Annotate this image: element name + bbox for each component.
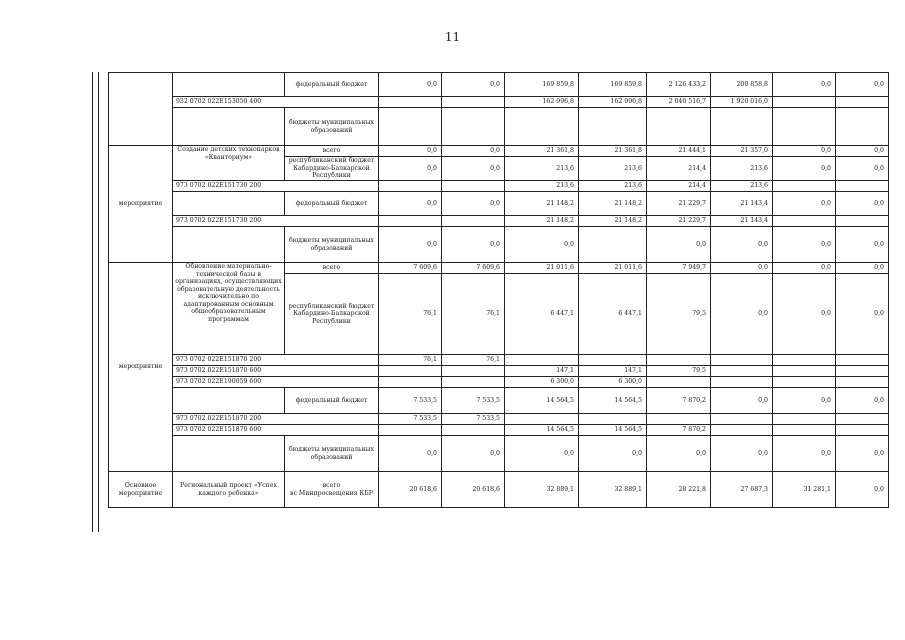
value-cell: 21 143,4 bbox=[711, 192, 773, 216]
value-cell: 6 447,1 bbox=[505, 274, 579, 355]
type-cell: Основное мероприятие bbox=[109, 472, 173, 508]
value-cell: 21 148,2 bbox=[579, 192, 647, 216]
value-cell bbox=[836, 181, 889, 192]
value-cell bbox=[836, 377, 889, 388]
table-row bbox=[109, 436, 889, 472]
left-border-line-inner bbox=[98, 72, 99, 532]
value-cell: 2 126 433,2 bbox=[647, 73, 711, 97]
value-cell: 0,0 bbox=[836, 388, 889, 414]
value-cell: 0,0 bbox=[773, 263, 836, 274]
table-row bbox=[109, 414, 889, 425]
value-cell: 21 011,6 bbox=[579, 263, 647, 274]
value-cell bbox=[379, 377, 442, 388]
budget-table bbox=[108, 72, 889, 508]
value-cell: 76,1 bbox=[379, 355, 442, 366]
table-row bbox=[109, 97, 889, 108]
value-cell bbox=[379, 216, 442, 227]
value-cell: 21 361,8 bbox=[505, 146, 579, 157]
value-cell: 0,0 bbox=[505, 227, 579, 263]
value-cell: 20 618,6 bbox=[379, 472, 442, 508]
value-cell bbox=[579, 227, 647, 263]
type-cell: мероприятие bbox=[109, 146, 173, 263]
value-cell: 0,0 bbox=[836, 436, 889, 472]
value-cell: 7 949,7 bbox=[647, 263, 711, 274]
source-cell: федеральный бюджет bbox=[285, 388, 379, 414]
budget-code-cell: 973 0702 022E151730 200 bbox=[173, 181, 379, 192]
value-cell: 162 996,8 bbox=[579, 97, 647, 108]
value-cell bbox=[773, 366, 836, 377]
value-cell bbox=[711, 366, 773, 377]
value-cell bbox=[711, 355, 773, 366]
name-cell: Обновление материально-технической базы в организациях, осуществляющих образовательную деятельность исключительно по адаптированным основным общеобразовательным программам bbox=[173, 263, 285, 355]
table-row bbox=[109, 388, 889, 414]
value-cell: 0,0 bbox=[379, 192, 442, 216]
value-cell: 21 229,7 bbox=[647, 216, 711, 227]
value-cell: 0,0 bbox=[442, 192, 505, 216]
value-cell: 21 357,0 bbox=[711, 146, 773, 157]
value-cell: 7 533,5 bbox=[379, 388, 442, 414]
name-cell bbox=[173, 388, 285, 414]
value-cell: 6 300,0 bbox=[505, 377, 579, 388]
value-cell bbox=[379, 181, 442, 192]
source-cell: бюджеты муниципальных образований bbox=[285, 436, 379, 472]
value-cell bbox=[442, 425, 505, 436]
value-cell: 0,0 bbox=[711, 388, 773, 414]
value-cell bbox=[379, 97, 442, 108]
value-cell: 21 444,1 bbox=[647, 146, 711, 157]
value-cell bbox=[773, 355, 836, 366]
table-row bbox=[109, 192, 889, 216]
value-cell: 32 889,1 bbox=[505, 472, 579, 508]
value-cell bbox=[647, 355, 711, 366]
value-cell: 0,0 bbox=[773, 157, 836, 181]
table-row bbox=[109, 366, 889, 377]
value-cell: 21 148,2 bbox=[505, 216, 579, 227]
value-cell: 0,0 bbox=[442, 146, 505, 157]
value-cell: 0,0 bbox=[379, 157, 442, 181]
value-cell bbox=[505, 355, 579, 366]
value-cell: 0,0 bbox=[379, 146, 442, 157]
value-cell: 213,6 bbox=[505, 157, 579, 181]
value-cell: 213,6 bbox=[505, 181, 579, 192]
value-cell: 1 920 016,0 bbox=[711, 97, 773, 108]
value-cell bbox=[579, 355, 647, 366]
budget-code-cell: 973 0702 022E190059 600 bbox=[173, 377, 379, 388]
value-cell: 0,0 bbox=[647, 436, 711, 472]
value-cell bbox=[773, 414, 836, 425]
value-cell: 0,0 bbox=[836, 274, 889, 355]
value-cell: 31 281,1 bbox=[773, 472, 836, 508]
value-cell: 169 859,8 bbox=[505, 73, 579, 97]
value-cell: 6 300,0 bbox=[579, 377, 647, 388]
value-cell: 6 447,1 bbox=[579, 274, 647, 355]
type-cell: мероприятие bbox=[109, 263, 173, 472]
value-cell bbox=[836, 355, 889, 366]
value-cell: 214,4 bbox=[647, 157, 711, 181]
value-cell: 213,6 bbox=[711, 157, 773, 181]
value-cell: 14 564,5 bbox=[579, 425, 647, 436]
value-cell: 14 564,5 bbox=[505, 388, 579, 414]
value-cell: 0,0 bbox=[379, 436, 442, 472]
value-cell: 7 609,6 bbox=[379, 263, 442, 274]
value-cell: 76,1 bbox=[442, 274, 505, 355]
value-cell: 79,5 bbox=[647, 274, 711, 355]
value-cell: 0,0 bbox=[442, 73, 505, 97]
budget-code-cell: 973 0702 022E151730 200 bbox=[173, 216, 379, 227]
value-cell: 0,0 bbox=[773, 146, 836, 157]
value-cell: 21 229,7 bbox=[647, 192, 711, 216]
value-cell: 21 148,2 bbox=[579, 216, 647, 227]
value-cell: 21 148,2 bbox=[505, 192, 579, 216]
value-cell: 32 889,1 bbox=[579, 472, 647, 508]
value-cell bbox=[579, 414, 647, 425]
table-row bbox=[109, 355, 889, 366]
budget-code-cell: 973 0702 022E151870 200 bbox=[173, 414, 379, 425]
value-cell bbox=[773, 377, 836, 388]
page-number: 11 bbox=[444, 30, 461, 44]
budget-code-cell: 973 0702 022E151870 200 bbox=[173, 355, 379, 366]
budget-table-sheet bbox=[92, 72, 888, 532]
value-cell: 0,0 bbox=[773, 192, 836, 216]
value-cell: 147,1 bbox=[505, 366, 579, 377]
value-cell: 0,0 bbox=[773, 274, 836, 355]
value-cell bbox=[711, 425, 773, 436]
value-cell: 2 040 516,7 bbox=[647, 97, 711, 108]
value-cell: 76,1 bbox=[442, 355, 505, 366]
value-cell: 7 609,6 bbox=[442, 263, 505, 274]
budget-code-cell: 973 0702 022E151870 600 bbox=[173, 366, 379, 377]
source-cell: федеральный бюджет bbox=[285, 192, 379, 216]
name-cell bbox=[173, 192, 285, 216]
value-cell: 21 011,6 bbox=[505, 263, 579, 274]
value-cell: 0,0 bbox=[379, 227, 442, 263]
table-row bbox=[109, 227, 889, 263]
value-cell bbox=[836, 97, 889, 108]
value-cell bbox=[505, 414, 579, 425]
source-cell: бюджеты муниципальных образований bbox=[285, 227, 379, 263]
value-cell bbox=[647, 414, 711, 425]
value-cell: 0,0 bbox=[505, 436, 579, 472]
source-cell: всего вс Минпросвещения КБР bbox=[285, 472, 379, 508]
value-cell: 0,0 bbox=[711, 274, 773, 355]
value-cell: 0,0 bbox=[379, 73, 442, 97]
source-cell: всего bbox=[285, 146, 379, 157]
value-cell: 162 996,8 bbox=[505, 97, 579, 108]
value-cell: 0,0 bbox=[579, 436, 647, 472]
value-cell: 0,0 bbox=[711, 436, 773, 472]
source-cell: республиканский бюджет Кабардино-Балкарской Республики bbox=[285, 274, 379, 355]
value-cell: 0,0 bbox=[773, 436, 836, 472]
value-cell bbox=[379, 366, 442, 377]
name-cell: Региональный проект «Успех каждого ребенка» bbox=[173, 472, 285, 508]
value-cell bbox=[442, 216, 505, 227]
value-cell: 169 859,8 bbox=[579, 73, 647, 97]
value-cell: 0,0 bbox=[773, 227, 836, 263]
value-cell: 0,0 bbox=[442, 157, 505, 181]
value-cell: 21 143,4 bbox=[711, 216, 773, 227]
value-cell bbox=[442, 97, 505, 108]
budget-code-cell: 932 0702 022E153050 400 bbox=[173, 97, 379, 108]
value-cell: 0,0 bbox=[836, 227, 889, 263]
name-cell: Создание детских технопарков «Кванториум» bbox=[173, 146, 285, 181]
value-cell: 214,4 bbox=[647, 181, 711, 192]
value-cell: 213,6 bbox=[579, 181, 647, 192]
value-cell bbox=[379, 425, 442, 436]
value-cell bbox=[442, 366, 505, 377]
value-cell: 20 618,6 bbox=[442, 472, 505, 508]
value-cell: 0,0 bbox=[711, 227, 773, 263]
table-row bbox=[109, 73, 889, 97]
value-cell bbox=[773, 181, 836, 192]
table-row bbox=[109, 472, 889, 508]
type-cell bbox=[109, 73, 173, 146]
name-cell bbox=[173, 436, 285, 472]
value-cell: 7 870,2 bbox=[647, 388, 711, 414]
name-cell bbox=[173, 73, 285, 97]
budget-code-cell: 973 0702 022E151870 600 bbox=[173, 425, 379, 436]
value-cell bbox=[773, 216, 836, 227]
left-border-line bbox=[92, 72, 93, 532]
value-cell: 0,0 bbox=[442, 227, 505, 263]
value-cell: 213,6 bbox=[579, 157, 647, 181]
table-row bbox=[109, 108, 889, 146]
name-cell bbox=[173, 108, 285, 146]
value-cell: 21 361,8 bbox=[579, 146, 647, 157]
value-cell bbox=[836, 366, 889, 377]
value-cell bbox=[647, 377, 711, 388]
value-cell: 28 221,8 bbox=[647, 472, 711, 508]
value-cell: 76,1 bbox=[379, 274, 442, 355]
value-cell: 7 533,5 bbox=[442, 388, 505, 414]
value-cell: 0,0 bbox=[836, 157, 889, 181]
value-cell: 0,0 bbox=[773, 73, 836, 97]
table-row bbox=[109, 146, 889, 157]
value-cell: 147,1 bbox=[579, 366, 647, 377]
source-cell: бюджеты муниципальных образований bbox=[285, 108, 379, 146]
value-cell bbox=[836, 216, 889, 227]
value-cell: 0,0 bbox=[773, 388, 836, 414]
value-cell: 213,6 bbox=[711, 181, 773, 192]
table-row bbox=[109, 181, 889, 192]
value-cell: 7 533,5 bbox=[442, 414, 505, 425]
value-cell: 14 564,5 bbox=[579, 388, 647, 414]
value-cell: 0,0 bbox=[836, 263, 889, 274]
value-cell: 0,0 bbox=[442, 436, 505, 472]
value-cell bbox=[836, 414, 889, 425]
value-cell: 0,0 bbox=[836, 73, 889, 97]
value-cell: 27 687,3 bbox=[711, 472, 773, 508]
value-cell: 0,0 bbox=[836, 472, 889, 508]
value-cell bbox=[836, 425, 889, 436]
name-cell bbox=[173, 227, 285, 263]
table-row bbox=[109, 263, 889, 274]
value-cell: 0,0 bbox=[711, 263, 773, 274]
value-cell bbox=[773, 425, 836, 436]
source-cell: федеральный бюджет bbox=[285, 73, 379, 97]
value-cell bbox=[442, 377, 505, 388]
value-cell: 200 858,8 bbox=[711, 73, 773, 97]
value-cell: 0,0 bbox=[647, 227, 711, 263]
table-row bbox=[109, 377, 889, 388]
value-cell: 0,0 bbox=[836, 146, 889, 157]
value-cell: 0,0 bbox=[836, 192, 889, 216]
table-row bbox=[109, 216, 889, 227]
value-cell: 14 564,5 bbox=[505, 425, 579, 436]
value-cell bbox=[442, 181, 505, 192]
value-cell: 7 533,5 bbox=[379, 414, 442, 425]
value-cell bbox=[711, 377, 773, 388]
source-cell: всего bbox=[285, 263, 379, 274]
value-cell bbox=[773, 97, 836, 108]
value-cell bbox=[711, 414, 773, 425]
table-row bbox=[109, 425, 889, 436]
source-cell: республиканский бюджет Кабардино-Балкарской Республики bbox=[285, 157, 379, 181]
value-cell: 79,5 bbox=[647, 366, 711, 377]
value-cell: 7 870,2 bbox=[647, 425, 711, 436]
